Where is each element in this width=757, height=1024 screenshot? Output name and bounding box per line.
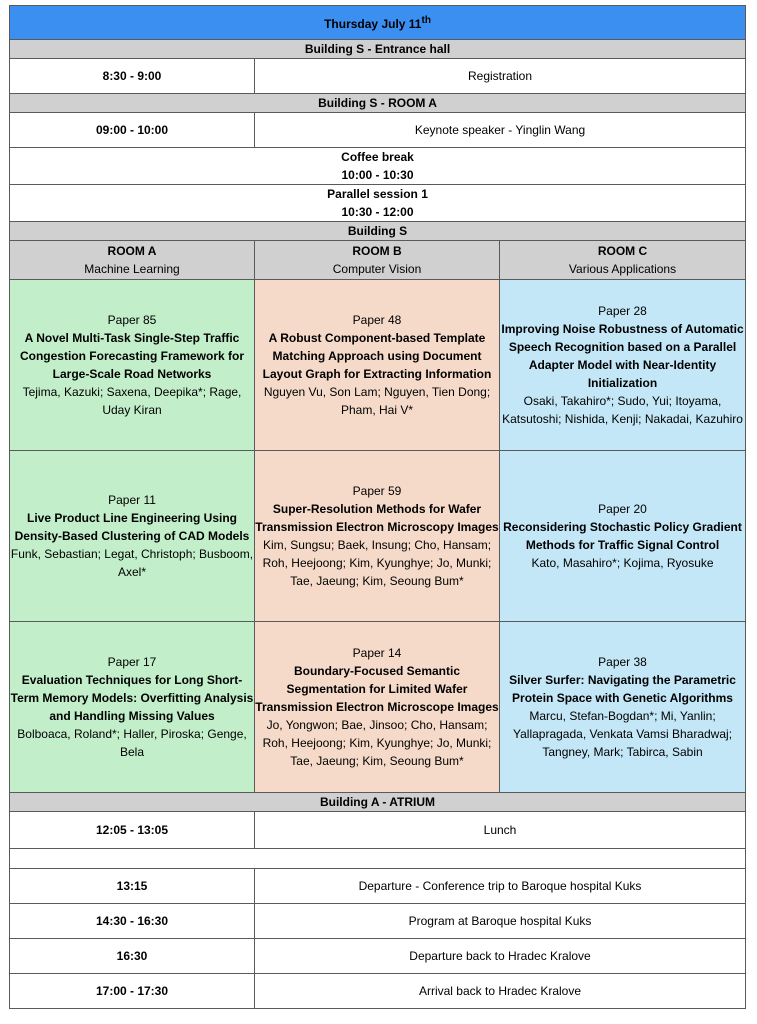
room-topic: Machine Learning bbox=[84, 262, 180, 276]
building-row bbox=[10, 94, 746, 113]
paper-title: Evaluation Techniques for Long Short-Term Memory Models: Overfitting Analysis and Handling Missing Values bbox=[10, 673, 254, 723]
room-c-header bbox=[500, 241, 746, 280]
time-cell: 13:15 bbox=[10, 869, 255, 904]
paper-cell bbox=[10, 280, 255, 451]
paper-id: Paper 59 bbox=[352, 484, 402, 498]
paper-title: A Novel Multi-Task Single-Step Traffic Congestion Forecasting Framework for Large-Scale Road Networks bbox=[19, 331, 245, 381]
break-label: Coffee break bbox=[341, 150, 414, 164]
break-time: 10:00 - 10:30 bbox=[341, 168, 414, 182]
time-cell: 17:00 - 17:30 bbox=[10, 974, 255, 1009]
schedule-row bbox=[10, 939, 746, 974]
time-cell: 09:00 - 10:00 bbox=[10, 113, 255, 148]
paper-title: Improving Noise Robustness of Automatic Speech Recognition based on a Parallel Adapter Model with Near-Identity Initialization bbox=[501, 322, 744, 390]
room-header-row bbox=[10, 241, 746, 280]
paper-title: A Robust Component-based Template Matching Approach using Document Layout Graph for Extracting Information bbox=[262, 331, 492, 381]
paper-id: Paper 85 bbox=[107, 313, 157, 327]
paper-cell bbox=[500, 280, 746, 451]
building-label: Building S bbox=[10, 222, 746, 241]
paper-id: Paper 38 bbox=[598, 655, 647, 669]
schedule-row bbox=[10, 869, 746, 904]
building-row bbox=[10, 222, 746, 241]
room-name: ROOM A bbox=[107, 244, 157, 258]
paper-authors: Tejima, Kazuki; Saxena, Deepika*; Rage, Uday Kiran bbox=[22, 385, 242, 417]
building-row bbox=[10, 40, 746, 59]
paper-id: Paper 17 bbox=[107, 655, 157, 669]
schedule-row bbox=[10, 113, 746, 148]
schedule-row bbox=[10, 812, 746, 849]
time-cell: 12:05 - 13:05 bbox=[10, 812, 255, 849]
schedule-row bbox=[10, 974, 746, 1009]
event-cell: Registration bbox=[255, 59, 746, 94]
event-cell: Departure - Conference trip to Baroque hospital Kuks bbox=[255, 869, 746, 904]
spacer-cell bbox=[10, 849, 746, 869]
paper-authors: Jo, Yongwon; Bae, Jinsoo; Cho, Hansam; Roh, Heejoong; Kim, Kyunghye; Jo, Munki; Tae, Jaeung; Kim, Seoung Bum* bbox=[262, 718, 492, 768]
spacer-row bbox=[10, 849, 746, 869]
paper-authors: Funk, Sebastian; Legat, Christoph; Busboom, Axel* bbox=[10, 547, 254, 579]
session-time: 10:30 - 12:00 bbox=[341, 205, 414, 219]
room-topic: Various Applications bbox=[568, 262, 677, 276]
session-label: Parallel session 1 bbox=[327, 187, 428, 201]
room-name: ROOM B bbox=[352, 244, 402, 258]
paper-id: Paper 14 bbox=[352, 646, 402, 660]
paper-id: Paper 48 bbox=[352, 313, 402, 327]
paper-cell bbox=[10, 622, 255, 793]
paper-row bbox=[10, 280, 746, 451]
event-cell: Program at Baroque hospital Kuks bbox=[255, 904, 746, 939]
day-title: Thursday July 11th bbox=[10, 6, 746, 40]
time-cell: 8:30 - 9:00 bbox=[10, 59, 255, 94]
room-topic: Computer Vision bbox=[332, 262, 422, 276]
paper-authors: Osaki, Takahiro*; Sudo, Yui; Itoyama, Katsutoshi; Nishida, Kenji; Nakadai, Kazuhiro bbox=[502, 394, 743, 426]
time-cell: 14:30 - 16:30 bbox=[10, 904, 255, 939]
paper-cell bbox=[10, 451, 255, 622]
session-row bbox=[10, 185, 746, 222]
schedule-row bbox=[10, 904, 746, 939]
paper-id: Paper 20 bbox=[598, 502, 647, 516]
schedule-row bbox=[10, 59, 746, 94]
parallel-session-cell bbox=[10, 185, 746, 222]
paper-authors: Nguyen Vu, Son Lam; Nguyen, Tien Dong; Pham, Hai V* bbox=[263, 385, 491, 417]
paper-title: Boundary-Focused Semantic Segmentation for Limited Wafer Transmission Electron Microscope Images bbox=[255, 664, 499, 714]
building-row bbox=[10, 793, 746, 812]
paper-cell bbox=[500, 622, 746, 793]
room-a-header bbox=[10, 241, 255, 280]
paper-authors: Kim, Sungsu; Baek, Insung; Cho, Hansam; Roh, Heejoong; Kim, Kyunghye; Jo, Munki; Tae, Jaeung; Kim, Seoung Bum* bbox=[262, 538, 492, 588]
title-row bbox=[10, 6, 746, 40]
coffee-break-cell bbox=[10, 148, 746, 185]
paper-row bbox=[10, 451, 746, 622]
time-cell: 16:30 bbox=[10, 939, 255, 974]
room-b-header bbox=[255, 241, 500, 280]
paper-title: Super-Resolution Methods for Wafer Transmission Electron Microscopy Images bbox=[255, 502, 499, 534]
event-cell: Departure back to Hradec Kralove bbox=[255, 939, 746, 974]
paper-authors: Kato, Masahiro*; Kojima, Ryosuke bbox=[531, 556, 714, 570]
paper-cell bbox=[255, 280, 500, 451]
paper-authors: Marcu, Stefan-Bogdan*; Mi, Yanlin; Yallapragada, Venkata Vamsi Bharadwaj; Tangney, Mark; Tabirca, Sabin bbox=[513, 709, 733, 759]
paper-cell bbox=[500, 451, 746, 622]
paper-id: Paper 28 bbox=[598, 304, 647, 318]
paper-cell bbox=[255, 451, 500, 622]
building-label: Building S - Entrance hall bbox=[10, 40, 746, 59]
paper-title: Live Product Line Engineering Using Density-Based Clustering of CAD Models bbox=[14, 511, 250, 543]
paper-id: Paper 11 bbox=[108, 493, 156, 507]
event-cell: Arrival back to Hradec Kralove bbox=[255, 974, 746, 1009]
paper-title: Reconsidering Stochastic Policy Gradient Methods for Traffic Signal Control bbox=[503, 520, 742, 552]
paper-row bbox=[10, 622, 746, 793]
room-name: ROOM C bbox=[597, 244, 648, 258]
event-cell: Lunch bbox=[255, 812, 746, 849]
event-cell: Keynote speaker - Yinglin Wang bbox=[255, 113, 746, 148]
paper-title: Silver Surfer: Navigating the Parametric Protein Space with Genetic Algorithms bbox=[509, 673, 736, 705]
building-label: Building A - ATRIUM bbox=[10, 793, 746, 812]
schedule-table bbox=[9, 5, 746, 1009]
paper-authors: Bolboaca, Roland*; Haller, Piroska; Genge, Bela bbox=[17, 727, 247, 759]
break-row bbox=[10, 148, 746, 185]
building-label: Building S - ROOM A bbox=[10, 94, 746, 113]
paper-cell bbox=[255, 622, 500, 793]
